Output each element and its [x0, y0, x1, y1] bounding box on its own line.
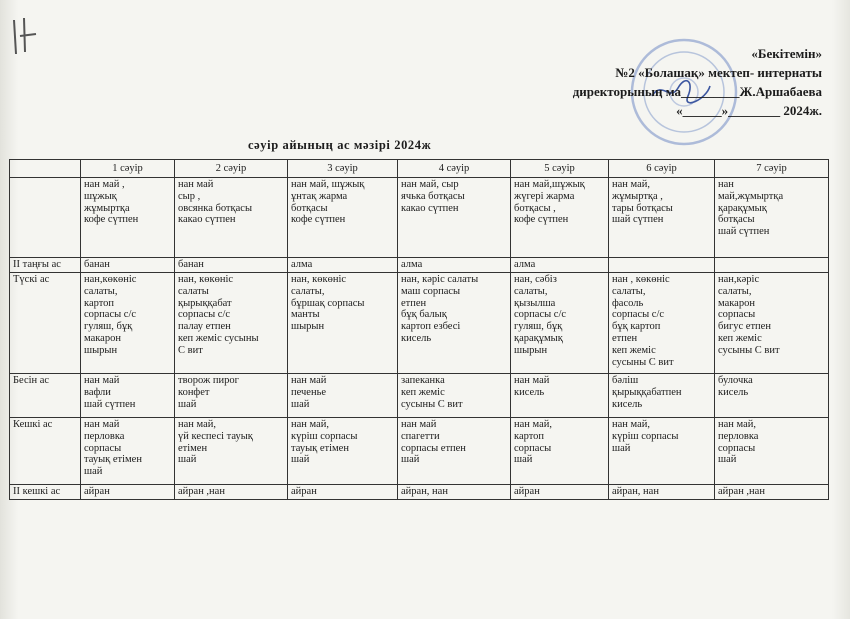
menu-cell-line: шай	[612, 442, 631, 454]
menu-cell-line: сорпасы	[718, 309, 756, 321]
menu-cell-line: ячька ботқасы	[401, 190, 465, 202]
menu-cell-line: маш сорпасы	[401, 285, 461, 297]
menu-cell-line: кофе сүтпен	[291, 214, 346, 226]
menu-cell	[715, 273, 829, 374]
menu-cell-line: шай	[291, 454, 310, 466]
menu-cell-line: етпен	[401, 297, 427, 309]
menu-cell	[175, 418, 288, 485]
menu-cell	[175, 485, 288, 500]
menu-cell-line: перловка	[718, 430, 759, 442]
menu-cell-line: нан май ,	[84, 179, 125, 190]
menu-cell-line: нан май	[291, 375, 327, 386]
menu-cell-line: жұмыртқа ,	[612, 190, 663, 202]
menu-cell-line: сорпасы с/с	[514, 309, 567, 321]
menu-cell-line: кофе сүтпен	[84, 214, 139, 226]
menu-cell	[398, 374, 511, 418]
menu-cell-line: шай	[514, 454, 533, 466]
menu-cell-line: шай сүтпен	[84, 398, 136, 410]
menu-cell-line: жұмыртқа	[84, 202, 130, 214]
menu-cell-line: шай	[401, 454, 420, 466]
menu-cell-line: шырын	[514, 344, 548, 356]
approval-block	[573, 44, 822, 120]
menu-cell-line: С вит	[178, 344, 203, 356]
menu-cell-line: салаты,	[291, 285, 325, 297]
menu-cell	[715, 258, 829, 273]
menu-cell-line: салаты,	[84, 285, 118, 297]
menu-cell-line: шұжық	[84, 190, 117, 202]
menu-cell	[288, 178, 398, 258]
menu-cell-line: сорпасы с/с	[178, 309, 231, 321]
menu-cell	[511, 258, 609, 273]
menu-cell-line: картоп езбесі	[401, 321, 461, 333]
menu-cell	[609, 258, 715, 273]
approval-date: «______»________ 2024ж.	[676, 103, 822, 118]
menu-cell-line: картоп	[84, 297, 115, 309]
menu-cell-line: кеп жеміс сусыны	[178, 332, 259, 344]
menu-cell-line: гуляш, бұқ	[514, 321, 563, 333]
menu-title: сәуір айының ас мәзірі 2024ж	[248, 138, 432, 152]
menu-cell-line: айран, нан	[612, 486, 659, 497]
menu-cell-line: етімен	[178, 442, 208, 454]
menu-cell-line: сусыны С вит	[612, 356, 674, 368]
menu-row	[10, 273, 829, 374]
menu-cell	[288, 273, 398, 374]
day-header: 6 сәуір	[609, 160, 715, 178]
menu-cell	[398, 485, 511, 500]
menu-table	[9, 159, 829, 500]
menu-cell-line: бұқ балық	[401, 309, 447, 321]
menu-cell-line: кисель	[718, 386, 749, 398]
menu-cell-line: қызылша	[514, 297, 556, 309]
menu-cell-line: нан май	[84, 375, 120, 386]
menu-cell-line: қарақұмық	[718, 202, 767, 214]
menu-cell-line: нан,көкөніс	[84, 274, 137, 285]
menu-cell-line: фасоль	[612, 297, 644, 309]
menu-cell-line: бұршақ сорпасы	[291, 297, 365, 309]
menu-cell	[175, 374, 288, 418]
menu-cell-line: сорпасы	[84, 442, 122, 454]
day-header-row	[10, 160, 829, 178]
menu-cell-line: нан май,шұжық	[514, 179, 585, 190]
menu-cell-line: печенье	[291, 386, 327, 398]
menu-cell-line: кисель	[612, 398, 643, 410]
menu-row	[10, 418, 829, 485]
day-header: 7 сәуір	[715, 160, 829, 178]
menu-cell-line: шай	[178, 454, 197, 466]
menu-cell-line: кеп жеміс	[612, 344, 656, 356]
menu-cell-line: картоп	[514, 430, 545, 442]
menu-cell	[609, 178, 715, 258]
menu-cell-line: нан май,	[291, 419, 330, 430]
menu-cell-line: нан , көкөніс	[612, 274, 670, 285]
menu-cell-line: ботқасы	[718, 214, 755, 226]
menu-cell-line: нан май	[84, 419, 120, 430]
menu-cell-line: айран ,нан	[718, 486, 765, 497]
day-header: 5 сәуір	[511, 160, 609, 178]
menu-cell-line: кеп жеміс	[401, 386, 445, 398]
menu-cell	[175, 178, 288, 258]
day-header: 4 сәуір	[398, 160, 511, 178]
menu-cell-line: сорпасы	[718, 442, 756, 454]
menu-cell-line: қарақұмық	[514, 332, 563, 344]
menu-cell	[511, 178, 609, 258]
menu-cell-line: шай сүтпен	[612, 214, 664, 226]
school-name: №2 «Болашақ» мектеп- интернаты	[615, 65, 822, 80]
menu-cell-line: салаты,	[612, 285, 646, 297]
meal-label: Кешкі ас	[10, 418, 81, 485]
menu-cell-line: тауық етімен	[291, 442, 349, 454]
director-line: директорының ма_________Ж.Аршабаева	[572, 84, 822, 99]
menu-cell	[715, 485, 829, 500]
menu-cell-line: банан	[84, 259, 110, 270]
menu-cell-line: алма	[401, 259, 423, 270]
menu-cell	[175, 273, 288, 374]
menu-cell-line: конфет	[178, 386, 210, 398]
menu-row	[10, 178, 829, 258]
menu-cell	[609, 418, 715, 485]
menu-cell-line: айран	[291, 486, 317, 497]
menu-cell	[511, 418, 609, 485]
menu-cell-line: шырын	[84, 344, 118, 356]
menu-cell	[511, 485, 609, 500]
menu-cell-line: шай	[291, 398, 310, 410]
menu-cell-line: салаты,	[718, 285, 752, 297]
menu-cell	[398, 258, 511, 273]
menu-cell-line: кисель	[514, 386, 545, 398]
menu-cell	[609, 374, 715, 418]
menu-cell	[81, 273, 175, 374]
menu-cell	[511, 374, 609, 418]
menu-cell	[609, 273, 715, 374]
menu-cell-line: нан, сәбіз	[514, 274, 557, 285]
day-header: 3 сәуір	[288, 160, 398, 178]
menu-cell-line: жүгері жарма	[514, 190, 575, 202]
menu-cell-line: нан май,	[612, 419, 651, 430]
menu-cell-line: тары ботқасы	[612, 202, 673, 214]
menu-cell-line: кеп жеміс	[718, 332, 762, 344]
menu-cell-line: шай	[84, 466, 103, 478]
menu-cell-line: алма	[514, 259, 536, 270]
meal-label: Түскі ас	[10, 273, 81, 374]
day-header: 2 сәуір	[175, 160, 288, 178]
menu-cell	[288, 418, 398, 485]
day-header: 1 сәуір	[81, 160, 175, 178]
menu-cell-line: нан май	[178, 179, 214, 190]
meal-label: Бесін ас	[10, 374, 81, 418]
menu-cell-line: сусыны С вит	[401, 398, 463, 410]
menu-cell-line: бәліш	[612, 375, 639, 386]
menu-cell-line: шай	[178, 398, 197, 410]
menu-cell-line: шырын	[291, 321, 325, 333]
menu-cell-line: етпен	[612, 332, 638, 344]
menu-cell-line: нан май,	[514, 419, 553, 430]
menu-cell	[81, 178, 175, 258]
menu-cell-line: макарон	[84, 332, 121, 344]
menu-cell-line: нан май, сыр	[401, 179, 459, 190]
menu-cell-line: нан, көкөніс	[178, 274, 234, 285]
menu-cell-line: қырыққабат	[178, 297, 232, 309]
meal-label: ІІ кешкі ас	[10, 485, 81, 500]
approval-heading: «Бекітемін»	[751, 46, 822, 61]
handwritten-mark	[6, 14, 42, 60]
menu-cell-line: сорпасы етпен	[401, 442, 466, 454]
menu-cell-line: күріш сорпасы	[291, 430, 358, 442]
menu-cell-line: гуляш, бұқ	[84, 321, 133, 333]
menu-cell	[81, 374, 175, 418]
menu-cell	[81, 258, 175, 273]
menu-cell-line: бигус етпен	[718, 321, 771, 333]
menu-cell	[511, 273, 609, 374]
menu-cell-line: сорпасы с/с	[612, 309, 665, 321]
menu-cell-line: айран, нан	[401, 486, 448, 497]
menu-cell	[398, 273, 511, 374]
menu-cell-line: запеканка	[401, 375, 445, 386]
menu-row	[10, 374, 829, 418]
menu-cell-line: вафли	[84, 386, 111, 398]
menu-cell-line: перловка	[84, 430, 125, 442]
menu-cell	[398, 418, 511, 485]
menu-cell	[715, 374, 829, 418]
menu-cell-line: күріш сорпасы	[612, 430, 679, 442]
menu-cell-line: творож пирог	[178, 375, 239, 386]
menu-cell-line: какао сүтпен	[401, 202, 459, 214]
menu-cell-line: ұнтақ жарма	[291, 190, 348, 202]
menu-cell-line: сыр ,	[178, 190, 201, 202]
menu-cell-line: манты	[291, 309, 320, 321]
menu-cell	[175, 258, 288, 273]
menu-row	[10, 485, 829, 500]
menu-cell-line: нан	[718, 179, 734, 190]
menu-cell-line: какао сүтпен	[178, 214, 236, 226]
menu-cell-line: нан май,	[178, 419, 217, 430]
menu-cell-line: нан май	[514, 375, 550, 386]
menu-cell-line: алма	[291, 259, 313, 270]
menu-cell-line: нан май, шұжық	[291, 179, 365, 190]
menu-cell	[609, 485, 715, 500]
menu-cell-line: үй кеспесі тауық	[178, 430, 253, 442]
menu-cell-line: макарон	[718, 297, 755, 309]
menu-cell-line: бұқ картоп	[612, 321, 661, 333]
corner-cell	[10, 160, 81, 178]
menu-cell-line: сорпасы с/с	[84, 309, 137, 321]
menu-cell-line: шай сүтпен	[718, 226, 770, 238]
menu-cell-line: нан май	[401, 419, 437, 430]
menu-cell	[288, 374, 398, 418]
menu-cell-line: шай	[718, 454, 737, 466]
menu-cell-line: айран	[84, 486, 110, 497]
menu-cell	[81, 418, 175, 485]
menu-cell-line: нан,кәріс	[718, 274, 760, 285]
menu-cell-line: сусыны С вит	[718, 344, 780, 356]
menu-cell-line: ботқасы ,	[514, 202, 556, 214]
menu-cell-line: нан, кәріс салаты	[401, 274, 479, 285]
menu-cell	[715, 178, 829, 258]
menu-cell-line: овсянка ботқасы	[178, 202, 253, 214]
menu-cell-line: қырыққабатпен	[612, 386, 682, 398]
meal-label	[10, 178, 81, 258]
menu-cell-line: салаты,	[514, 285, 548, 297]
menu-cell-line: салаты	[178, 285, 209, 297]
menu-cell-line: кисель	[401, 332, 432, 344]
menu-cell	[398, 178, 511, 258]
menu-cell-line: банан	[178, 259, 204, 270]
menu-cell-line: палау етпен	[178, 321, 231, 333]
menu-cell-line: кофе сүтпен	[514, 214, 569, 226]
meal-label: ІІ таңғы ас	[10, 258, 81, 273]
menu-cell-line: нан май,	[718, 419, 757, 430]
menu-cell	[288, 485, 398, 500]
menu-cell-line: май,жұмыртқа	[718, 190, 784, 202]
menu-cell-line: ботқасы	[291, 202, 328, 214]
menu-cell-line: спагетти	[401, 430, 440, 442]
menu-cell-line: нан май,	[612, 179, 651, 190]
menu-cell-line: айран	[514, 486, 540, 497]
menu-row	[10, 258, 829, 273]
menu-cell-line: нан, көкөніс	[291, 274, 347, 285]
menu-cell	[715, 418, 829, 485]
menu-cell-line: булочка	[718, 375, 753, 386]
menu-cell-line: айран ,нан	[178, 486, 225, 497]
menu-cell-line: сорпасы	[514, 442, 552, 454]
menu-cell	[288, 258, 398, 273]
menu-cell	[81, 485, 175, 500]
menu-cell-line: тауық етімен	[84, 454, 142, 466]
